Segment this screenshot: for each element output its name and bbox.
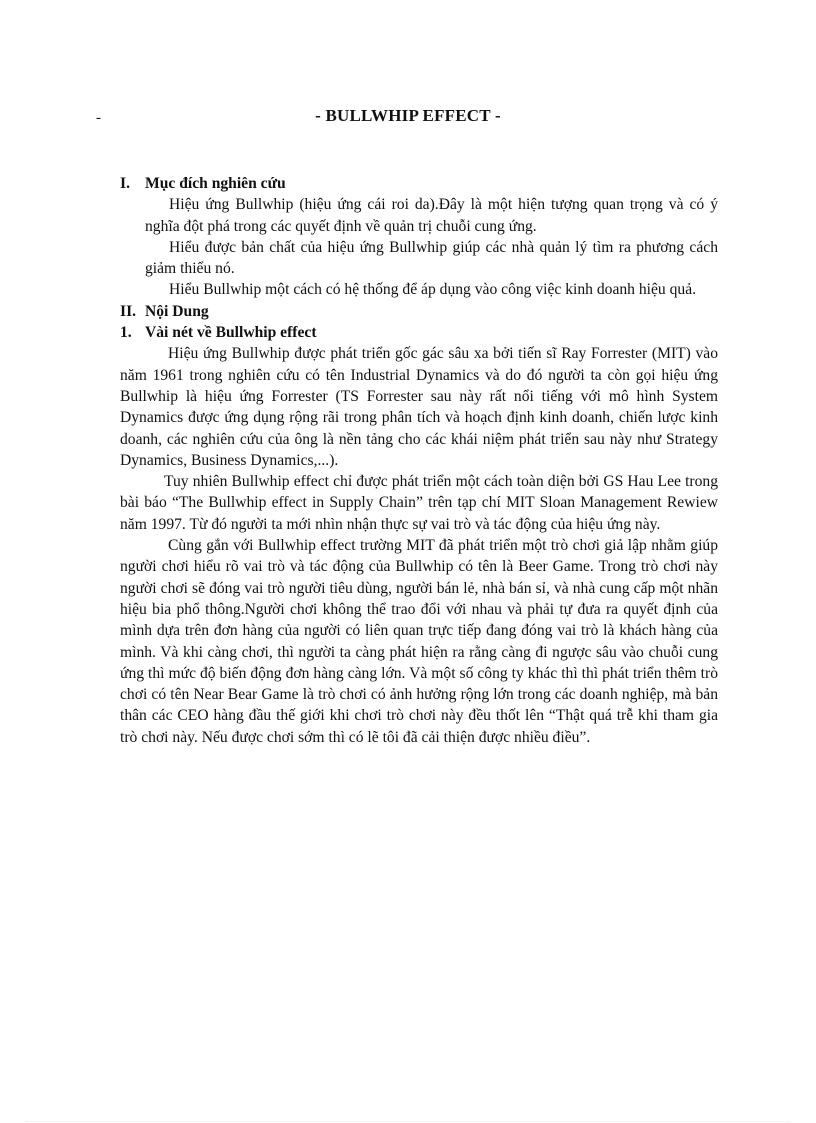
section-heading-purpose <box>120 173 718 194</box>
document-body <box>120 173 718 748</box>
subsection-heading-overview <box>120 322 718 343</box>
document-title: - BULLWHIP EFFECT - <box>315 106 501 125</box>
section-number: I. <box>120 175 130 192</box>
stray-mark: - <box>96 110 101 126</box>
paragraph: Hiểu được bản chất của hiệu ứng Bullwhip giúp các nhà quản lý tìm ra phương cách giảm thiểu nó. <box>145 238 718 278</box>
paragraph: Hiệu ứng Bullwhip (hiệu ứng cái roi da).Đây là một hiện tượng quan trọng và có ý nghĩa đột phá trong các quyết định về quản trị chuỗi cung ứng. <box>145 196 718 235</box>
section-title: Nội Dung <box>145 302 209 320</box>
page-bottom-rule <box>26 1121 790 1122</box>
section-title: Mục đích nghiên cứu <box>145 175 286 192</box>
paragraph: Hiểu Bullwhip một cách có hệ thống để áp dụng vào công việc kinh doanh hiệu quả. <box>169 281 697 299</box>
paragraph: Tuy nhiên Bullwhip effect chỉ được phát triển một cách toàn diện bởi GS Hau Lee trong bài báo “The Bullwhip effect in Supply Chain” trên tạp chí MIT Sloan Management Rewiew năm 1997. Từ đó người ta mới nhìn nhận thực sự vai trò và tác động của hiệu ứng này. <box>120 473 718 533</box>
subsection-title: Vài nét về Bullwhip effect <box>145 324 317 342</box>
paragraph: Hiệu ứng Bullwhip được phát triển gốc gác sâu xa bởi tiến sĩ Ray Forrester (MIT) vào năm 1961 trong nghiên cứu có tên Industrial Dynamics và do đó người ta còn gọi hiệu ứng Bullwhip là hiệu ứng Forrester (TS Forrester sau này rất nổi tiếng với mô hình System Dynamics được ứng dụng rộng rãi trong phân tích và hoạch định kinh doanh, chiến lược kinh doanh, các nghiên cứu của ông là nền tảng cho các khái niệm phát triển sau này như Strategy Dynamics, Business Dynamics,...). <box>120 345 718 469</box>
section-heading-content <box>120 301 718 322</box>
paragraph: Cùng gắn với Bullwhip effect trường MIT đã phát triển một trò chơi giả lập nhằm giúp người chơi hiểu rõ vai trò và tác động của Bullwhip có tên là Beer Game. Trong trò chơi này người chơi sẽ đóng vai trò người tiêu dùng, người bán lẻ, nhà bán sỉ, và nhà cung cấp một nhãn hiệu bia phổ thông.Người chơi không thể trao đổi với nhau và phải tự đưa ra quyết định của mình dựa trên đơn hàng của người có liên quan trực tiếp đang đóng vai trò là khách hàng của mình. Và khi càng chơi, thì người ta càng phát hiện ra rằng càng đi ngược sâu vào chuỗi cung ứng thì mức độ biến động đơn hàng càng lớn. Và một số công ty khác thì thì phát triển thêm trò chơi có tên Near Bear Game là trò chơi có ảnh hưởng rộng lớn trong các doanh nghiệp, mà bản thân các CEO hàng đầu thế giới khi chơi trò chơi này đều thốt lên “Thật quá trễ khi tham gia trò chơi này. Nếu được chơi sớm thì có lẽ tôi đã cải thiện được nhiều điều”. <box>120 537 718 746</box>
section-number: II. <box>120 302 137 320</box>
subsection-number: 1. <box>120 324 132 342</box>
